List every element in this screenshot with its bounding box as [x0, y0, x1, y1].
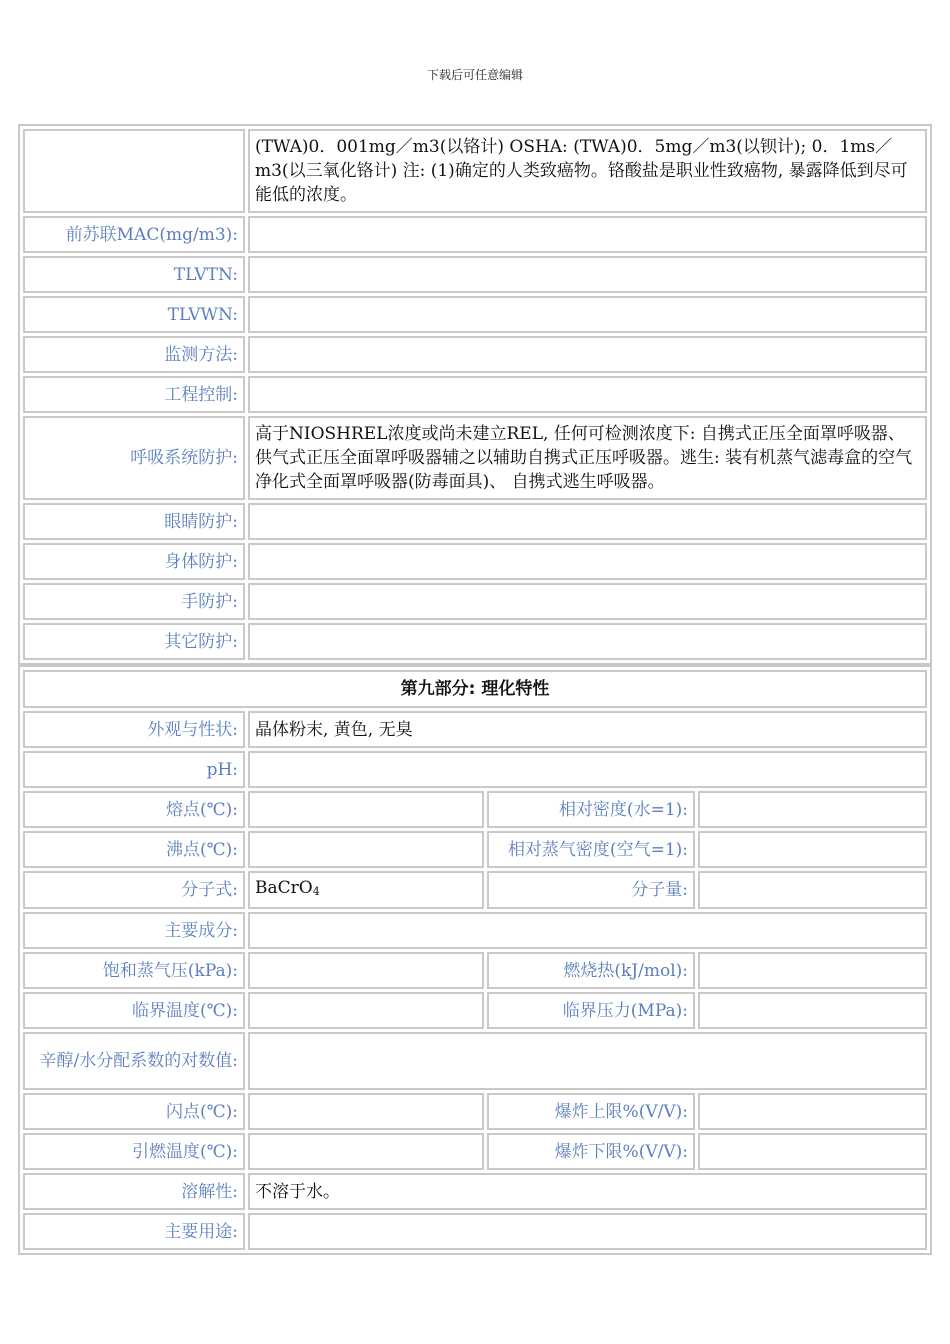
critical-temperature-label: 临界温度(℃): — [23, 992, 245, 1029]
critical-pressure-value — [698, 992, 927, 1029]
critical-pressure-label: 临界压力(MPa): — [487, 992, 695, 1029]
respiratory-protection-value: 高于NIOSHREL浓度或尚未建立REL, 任何可检测浓度下: 自携式正压全面罩呼吸器、 供气式正压全面罩呼吸器辅之以辅助自携式正压呼吸器。逃生: 装有机蒸气滤毒盒的空气净化式全面罩呼吸器(防毒面具)、 自携式逃生呼吸器。 — [248, 416, 927, 500]
table-row — [23, 992, 927, 1029]
relative-density-label: 相对密度(水=1): — [487, 791, 695, 828]
table-row — [23, 543, 927, 580]
table-row — [23, 711, 927, 748]
table-row — [23, 912, 927, 949]
row-label: 其它防护: — [23, 623, 245, 660]
solubility-label: 溶解性: — [23, 1173, 245, 1210]
table-row — [23, 376, 927, 413]
molecular-weight-value — [698, 871, 927, 909]
appearance-value: 晶体粉末, 黄色, 无臭 — [248, 711, 927, 748]
row-label: 身体防护: — [23, 543, 245, 580]
row-label: 监测方法: — [23, 336, 245, 373]
table-row — [23, 129, 927, 213]
flash-point-label: 闪点(℃): — [23, 1093, 245, 1130]
table-row — [23, 1093, 927, 1130]
table-row — [23, 1133, 927, 1170]
table-row — [23, 791, 927, 828]
table-row — [23, 831, 927, 868]
exposure-limits-value: (TWA)0．001mg／m3(以铬计) OSHA: (TWA)0．5mg／m3(以钡计); 0．1ms／m3(以三氧化铬计) 注: (1)确定的人类致癌物。铬酸盐是职业性致癌物, 暴露降低到尽可能低的浓度。 — [248, 129, 927, 213]
explosion-lower-limit-label: 爆炸下限%(V/V): — [487, 1133, 695, 1170]
ph-label: pH: — [23, 751, 245, 788]
ignition-temperature-value — [248, 1133, 484, 1170]
main-uses-value — [248, 1213, 927, 1250]
table-row — [23, 336, 927, 373]
table-row — [23, 416, 927, 500]
table-row — [23, 1173, 927, 1210]
main-component-value — [248, 912, 927, 949]
table-row — [23, 751, 927, 788]
critical-temperature-value — [248, 992, 484, 1029]
section-header-row — [23, 670, 927, 708]
table-row — [23, 256, 927, 293]
explosion-upper-limit-label: 爆炸上限%(V/V): — [487, 1093, 695, 1130]
row-label: 呼吸系统防护: — [23, 416, 245, 500]
octanol-water-label: 辛醇/水分配系数的对数值: — [23, 1032, 245, 1090]
relative-vapor-density-label: 相对蒸气密度(空气=1): — [487, 831, 695, 868]
header-note: 下载后可任意编辑 — [426, 68, 523, 82]
relative-density-value — [698, 791, 927, 828]
row-label: 前苏联MAC(mg/m3): — [23, 216, 245, 253]
row-label: TLVTN: — [23, 256, 245, 293]
boiling-point-label: 沸点(℃): — [23, 831, 245, 868]
melting-point-label: 熔点(℃): — [23, 791, 245, 828]
row-value — [248, 583, 927, 620]
explosion-upper-limit-value — [698, 1093, 927, 1130]
row-label: TLVWN: — [23, 296, 245, 333]
row-label: 眼睛防护: — [23, 503, 245, 540]
relative-vapor-density-value — [698, 831, 927, 868]
vapor-pressure-value — [248, 952, 484, 989]
vapor-pressure-label: 饱和蒸气压(kPa): — [23, 952, 245, 989]
row-value — [248, 376, 927, 413]
row-value — [248, 623, 927, 660]
row-value — [248, 503, 927, 540]
row-value — [248, 296, 927, 333]
molecular-weight-label: 分子量: — [487, 871, 695, 909]
explosion-lower-limit-value — [698, 1133, 927, 1170]
physchem-table — [18, 665, 932, 1255]
table-row — [23, 871, 927, 909]
row-label: 工程控制: — [23, 376, 245, 413]
flash-point-value — [248, 1093, 484, 1130]
solubility-value: 不溶于水。 — [248, 1173, 927, 1210]
table-row — [23, 623, 927, 660]
combustion-heat-value — [698, 952, 927, 989]
melting-point-value — [248, 791, 484, 828]
row-label: 手防护: — [23, 583, 245, 620]
row-label — [23, 129, 245, 213]
octanol-water-value — [248, 1032, 927, 1090]
ignition-temperature-label: 引燃温度(℃): — [23, 1133, 245, 1170]
formula-subscript: 4 — [312, 885, 320, 898]
row-value — [248, 543, 927, 580]
row-value — [248, 256, 927, 293]
formula-label: 分子式: — [23, 871, 245, 909]
table-row — [23, 1032, 927, 1090]
table-row — [23, 216, 927, 253]
table-row — [23, 503, 927, 540]
appearance-label: 外观与性状: — [23, 711, 245, 748]
section-title: 第九部分: 理化特性 — [23, 670, 927, 708]
table-row — [23, 952, 927, 989]
boiling-point-value — [248, 831, 484, 868]
main-uses-label: 主要用途: — [23, 1213, 245, 1250]
ph-value — [248, 751, 927, 788]
table-row — [23, 583, 927, 620]
formula-main: BaCrO — [255, 878, 313, 898]
row-value — [248, 216, 927, 253]
row-value — [248, 336, 927, 373]
table-row — [23, 1213, 927, 1250]
protection-table — [18, 124, 932, 665]
combustion-heat-label: 燃烧热(kJ/mol): — [487, 952, 695, 989]
main-component-label: 主要成分: — [23, 912, 245, 949]
formula-value — [248, 871, 484, 909]
table-row — [23, 296, 927, 333]
